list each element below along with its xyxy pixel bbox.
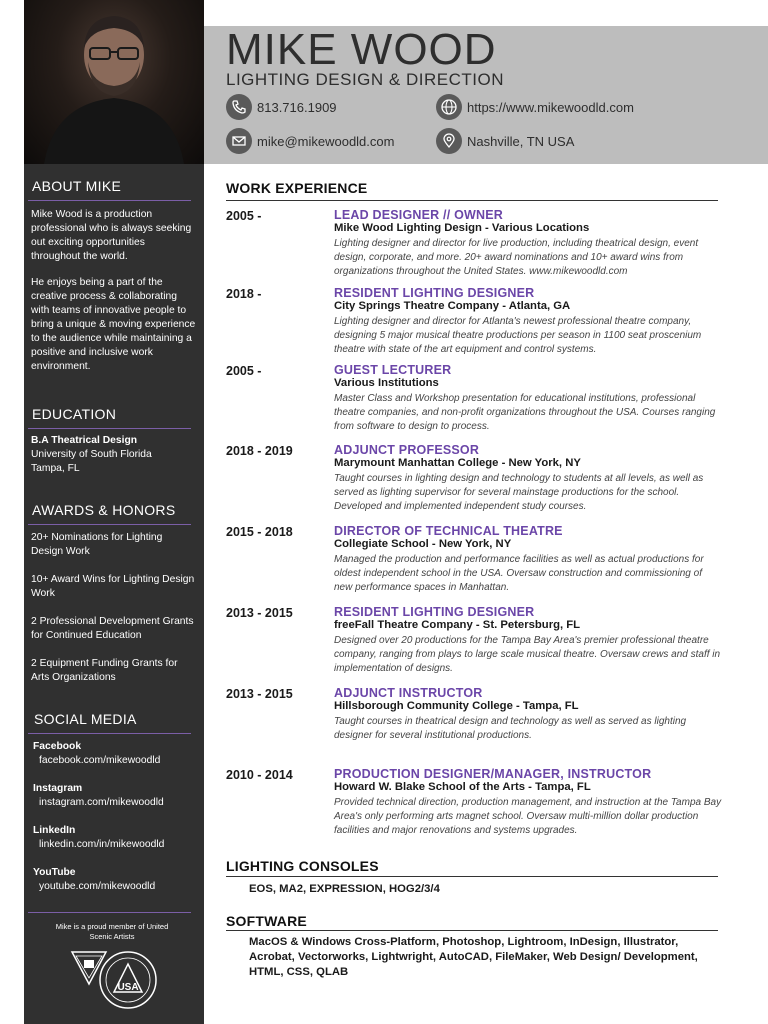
website-text: https://www.mikewoodld.com: [467, 99, 634, 115]
job-title: GUEST LECTURER: [334, 363, 452, 377]
job-organization: Marymount Manhattan College - New York, NY: [334, 457, 581, 469]
job-description: Designed over 20 productions for the Tampa Bay Area's premier professional theatre company, ranging from plays to large scale musical theatre. Oversaw crews and staff in implementation of designs.: [334, 635, 721, 674]
consoles-heading: LIGHTING CONSOLES: [226, 858, 379, 874]
email-text: mike@mikewoodld.com: [257, 133, 395, 149]
social-network-instagram: Instagram: [33, 783, 83, 794]
social-heading: SOCIAL MEDIA: [34, 711, 137, 727]
location-pin-icon: [436, 128, 462, 154]
job-date: 2018 - 2019: [226, 444, 293, 458]
job-date: 2018 -: [226, 287, 262, 301]
contact-location: [436, 128, 574, 154]
social-link-facebook[interactable]: facebook.com/mikewoodld: [39, 755, 161, 766]
job-description: Lighting designer and director for live production, including theatrical design, event design, corporate, and more. 20+ award nominations and 10+ award wins from organizations throughout the United States. www.mikewoodld.com: [334, 238, 699, 277]
education-heading: EDUCATION: [32, 406, 117, 422]
school: University of South Florida: [31, 449, 152, 460]
software-divider: [226, 930, 718, 931]
envelope-icon: [226, 128, 252, 154]
education-divider: [28, 428, 191, 429]
job-date: 2010 - 2014: [226, 768, 293, 782]
social-network-facebook: Facebook: [33, 741, 82, 752]
job-title: DIRECTOR OF TECHNICAL THEATRE: [334, 524, 563, 538]
job-title: ADJUNCT INSTRUCTOR: [334, 686, 483, 700]
contact-email[interactable]: [226, 128, 394, 154]
contact-website[interactable]: [436, 94, 634, 120]
school-location: Tampa, FL: [31, 463, 80, 474]
globe-icon: [436, 94, 462, 120]
job-description: Managed the production and performance facilities as well as actual productions for oldest independent school in the USA. Oversaw construction and commissioning of new performance spaces in Manhattan.: [334, 554, 704, 593]
job-organization: freeFall Theatre Company - St. Petersburg, FL: [334, 619, 581, 631]
about-paragraph-2: He enjoys being a part of the creative process & collaborating with teams of innovative people to bring a unique & moving experience to the audience while maintaining a positive and inclusive work environment.: [31, 277, 196, 372]
social-link-instagram[interactable]: instagram.com/mikewoodld: [39, 797, 164, 808]
member-note: Mike is a proud member of United Scenic Artists: [55, 922, 169, 941]
award-item: 2 Equipment Funding Grants for Arts Organizations: [31, 658, 178, 683]
consoles-divider: [226, 876, 718, 877]
member-divider: [28, 912, 191, 913]
job-organization: City Springs Theatre Company - Atlanta, GA: [334, 300, 571, 312]
job-date: 2015 - 2018: [226, 525, 293, 539]
award-item: 2 Professional Development Grants for Continued Education: [31, 616, 194, 641]
job-organization: Collegiate School - New York, NY: [334, 538, 512, 550]
job-description: Taught courses in lighting design and technology to students at all levels, as well as served as lighting supervisor for several mainstage productions for the school. Developed and implemented independent study courses.: [334, 473, 704, 512]
union-logo-icon: [66, 940, 162, 1012]
job-organization: Howard W. Blake School of the Arts - Tampa, FL: [334, 781, 591, 793]
consoles-list: EOS, MA2, EXPRESSION, HOG2/3/4: [249, 883, 440, 895]
social-network-youtube: YouTube: [33, 867, 76, 878]
social-divider: [28, 733, 191, 734]
job-date: 2005 -: [226, 364, 262, 378]
contact-phone[interactable]: [226, 94, 337, 120]
awards-heading: AWARDS & HONORS: [32, 502, 176, 518]
job-organization: Mike Wood Lighting Design - Various Locations: [334, 222, 590, 234]
job-description: Provided technical direction, production management, and instruction at the Tampa Bay Area's only performing arts magnet school. Oversaw multi-million dollar production facilities and major renovations and systems upgrades.: [334, 797, 722, 836]
job-organization: Hillsborough Community College - Tampa, FL: [334, 700, 579, 712]
portrait-illustration: [24, 0, 204, 164]
social-link-youtube[interactable]: youtube.com/mikewoodld: [39, 881, 156, 892]
page-subtitle: LIGHTING DESIGN & DIRECTION: [226, 70, 504, 89]
job-date: 2005 -: [226, 209, 262, 223]
phone-icon: [226, 94, 252, 120]
degree: B.A Theatrical Design: [31, 435, 138, 446]
job-organization: Various Institutions: [334, 377, 439, 389]
work-divider: [226, 200, 718, 201]
page-title: MIKE WOOD: [226, 25, 497, 74]
job-date: 2013 - 2015: [226, 687, 293, 701]
awards-divider: [28, 524, 191, 525]
work-heading: WORK EXPERIENCE: [226, 180, 368, 196]
job-title: RESIDENT LIGHTING DESIGNER: [334, 605, 535, 619]
profile-photo: [24, 0, 204, 164]
job-date: 2013 - 2015: [226, 606, 293, 620]
about-heading: ABOUT MIKE: [32, 178, 122, 194]
job-description: Taught courses in theatrical design and technology as well as served as lighting designer for several institutional productions.: [334, 716, 687, 741]
job-description: Lighting designer and director for Atlanta's newest professional theatre company, designing 5 major musical theatre productions per season in 1100 seat proscenium theatre with state of the art equipment and control systems.: [334, 316, 702, 355]
software-list: MacOS & Windows Cross-Platform, Photoshop, Lightroom, InDesign, Illustrator, Acrobat, Vectorworks, Lightwright, AutoCAD, FileMaker, Web Design/ Development, HTML, CSS, QLAB: [249, 936, 698, 978]
job-title: RESIDENT LIGHTING DESIGNER: [334, 286, 535, 300]
award-item: 20+ Nominations for Lighting Design Work: [31, 532, 163, 557]
about-paragraph-1: Mike Wood is a production professional who is always seeking out exciting opportunities throughout the world.: [31, 209, 192, 262]
phone-text: 813.716.1909: [257, 99, 337, 115]
job-title: LEAD DESIGNER // OWNER: [334, 208, 503, 222]
job-title: PRODUCTION DESIGNER/MANAGER, INSTRUCTOR: [334, 767, 652, 781]
about-divider: [28, 200, 191, 201]
logo-text: USA: [117, 982, 139, 993]
job-title: ADJUNCT PROFESSOR: [334, 443, 480, 457]
award-item: 10+ Award Wins for Lighting Design Work: [31, 574, 195, 599]
social-link-linkedin[interactable]: linkedin.com/in/mikewoodld: [39, 839, 165, 850]
software-heading: SOFTWARE: [226, 913, 307, 929]
location-text: Nashville, TN USA: [467, 133, 575, 149]
job-description: Master Class and Workshop presentation for educational institutions, professional theatre companies, and non-profit organizations throughout the USA. Courses ranging from software to design to process.: [334, 393, 716, 432]
social-network-linkedin: LinkedIn: [33, 825, 76, 836]
